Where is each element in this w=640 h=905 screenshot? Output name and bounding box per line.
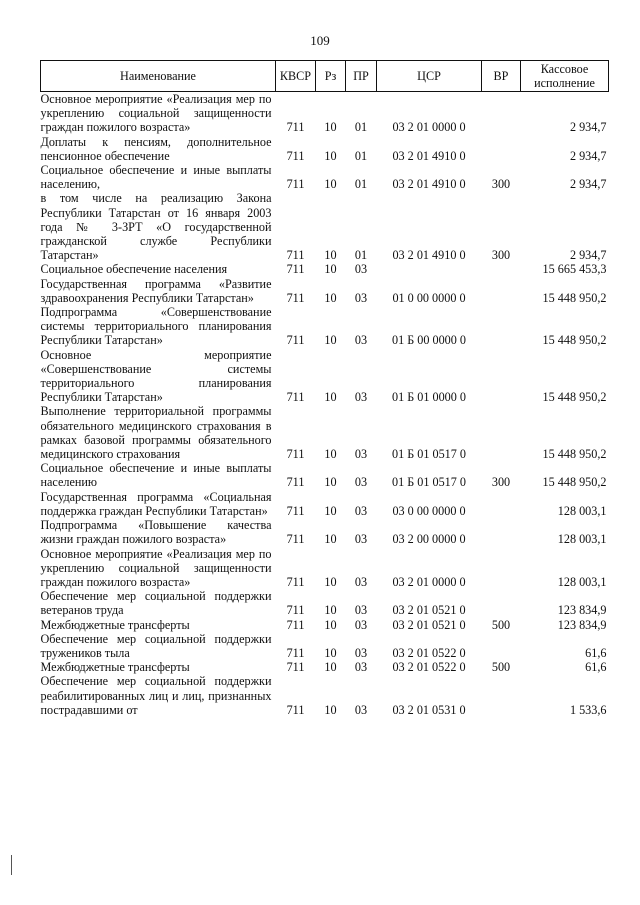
row-rz: 10 [324,120,337,135]
row-csr: 01 Б 01 0517 0 [391,447,467,462]
row-csr: 03 2 01 0531 0 [392,702,466,717]
table-row [41,277,609,305]
row-vr [482,674,521,717]
table-row [41,348,609,405]
table-row [41,92,609,135]
row-amount: 123 834,9 [557,603,607,618]
row-amount: 2 934,7 [569,177,607,192]
row-kvsr: 711 [286,120,305,135]
table-row [41,490,609,518]
row-amount: 128 003,1 [557,503,607,518]
row-rz: 10 [324,574,337,589]
row-kvsr: 711 [286,248,305,263]
row-pr: 01 [354,148,368,163]
row-rz: 10 [324,617,337,632]
row-pr: 01 [354,120,368,135]
row-vr [482,490,521,518]
row-pr: 01 [354,248,368,263]
row-csr: 03 2 00 0000 0 [392,532,466,547]
row-rz: 10 [324,333,337,348]
row-name: Выполнение территориальной программы обязательного медицинского страхования в рамках базовой программы обязательного медицинского страхования [40,404,272,462]
table-row [41,589,609,617]
row-name: Межбюджетные трансферты [40,617,190,632]
row-rz: 10 [324,645,337,660]
row-vr [482,348,521,405]
row-csr: 01 Б 01 0517 0 [391,475,467,490]
row-kvsr: 711 [286,617,305,632]
row-pr: 03 [354,532,368,547]
table-row [41,660,609,674]
table-row [41,618,609,632]
table-body [41,92,609,717]
row-vr [482,404,521,461]
row-vr [482,305,521,348]
header-vr: ВР [482,61,521,92]
header-name: Наименование [41,61,276,92]
row-amount: 128 003,1 [557,532,607,547]
table-row [41,674,609,717]
row-name: Социальное обеспечение и иные выплаты населению, [40,163,272,192]
row-pr: 03 [354,603,368,618]
row-vr [482,589,521,617]
row-csr: 03 2 01 0000 0 [392,574,466,589]
row-vr [482,632,521,660]
row-pr: 03 [354,645,368,660]
row-rz: 10 [324,390,337,405]
table-row [41,461,609,489]
row-name: Государственная программа «Социальная поддержка граждан Республики Татарстан» [40,489,272,518]
row-csr: 03 0 00 0000 0 [392,503,466,518]
header-amount: Кассовое исполнение [521,61,609,92]
row-amount: 2 934,7 [569,148,607,163]
row-kvsr: 711 [286,532,305,547]
row-pr: 03 [354,333,368,348]
row-kvsr: 711 [286,177,305,192]
row-vr: 300 [491,248,511,263]
row-vr [482,277,521,305]
row-kvsr: 711 [286,290,305,305]
row-kvsr: 711 [286,333,305,348]
row-name: Межбюджетные трансферты [40,660,190,675]
row-kvsr: 711 [286,574,305,589]
row-kvsr: 711 [286,603,305,618]
row-name: Социальное обеспечение и иные выплаты населению [40,461,272,490]
row-vr [482,262,521,276]
row-csr: 01 0 00 0000 0 [392,290,466,305]
row-csr: 03 2 01 4910 0 [392,177,466,192]
row-csr [377,262,482,276]
row-vr [482,135,521,163]
row-name: Основное мероприятие «Реализация мер по укреплению социальной защищенности граждан пожилого возраста» [40,92,272,135]
row-name: Обеспечение мер социальной поддержки тружеников тыла [40,631,272,660]
row-pr: 03 [354,702,368,717]
row-kvsr: 711 [286,645,305,660]
header-rz: Рз [316,61,346,92]
row-rz: 10 [324,702,337,717]
row-kvsr: 711 [286,503,305,518]
header-kvsr: КВСР [276,61,316,92]
row-csr: 03 2 01 0000 0 [392,120,466,135]
table-row [41,135,609,163]
row-kvsr: 711 [286,702,305,717]
row-kvsr: 711 [286,475,305,490]
row-amount: 15 448 950,2 [542,447,607,462]
scan-margin-mark [11,855,12,875]
row-amount: 2 934,7 [569,120,607,135]
row-rz: 10 [324,177,337,192]
budget-execution-table [40,60,609,717]
row-name: Обеспечение мер социальной поддержки ветеранов труда [40,589,272,618]
row-csr: 01 Б 00 0000 0 [391,333,467,348]
row-rz: 10 [324,248,337,263]
row-pr: 03 [354,660,368,675]
row-pr: 03 [354,574,368,589]
row-csr: 03 2 01 0522 0 [392,645,466,660]
row-kvsr: 711 [286,447,305,462]
table-header-row [41,61,609,92]
row-rz: 10 [324,503,337,518]
row-pr: 03 [354,262,368,277]
table-row [41,191,609,262]
row-vr [482,547,521,590]
header-csr: ЦСР [377,61,482,92]
row-amount: 15 448 950,2 [542,333,607,348]
row-csr: 03 2 01 0521 0 [392,603,466,618]
row-amount: 15 448 950,2 [542,390,607,405]
row-amount: 123 834,9 [557,617,607,632]
row-rz: 10 [324,148,337,163]
row-name: Социальное обеспечение населения [40,262,228,277]
row-amount: 1 533,6 [569,702,607,717]
table-row [41,518,609,546]
row-csr: 03 2 01 4910 0 [392,148,466,163]
row-name: Государственная программа «Развитие здравоохранения Республики Татарстан» [40,276,272,305]
row-amount: 61,6 [585,660,607,675]
row-name: Подпрограмма «Совершенствование системы территориального планирования Республики Татарстан» [40,305,272,348]
row-vr [482,518,521,546]
header-pr: ПР [346,61,377,92]
table-row [41,163,609,191]
row-name: в том числе на реализацию Закона Республики Татарстан от 16 января 2003 года № 3-ЗРТ «О государственной гражданской службе Республики Татарстан» [40,191,272,263]
row-vr: 500 [491,617,511,632]
row-pr: 01 [354,177,368,192]
page-number: 109 [310,33,330,48]
row-pr: 03 [354,290,368,305]
row-rz: 10 [324,603,337,618]
row-name: Основное мероприятие «Совершенствование системы территориального планирования Республики Татарстан» [40,347,272,405]
row-rz: 10 [324,447,337,462]
row-vr: 500 [491,660,511,675]
row-vr: 300 [491,475,511,490]
row-amount: 128 003,1 [557,574,607,589]
row-csr: 01 Б 01 0000 0 [391,390,467,405]
table-row [41,262,609,276]
row-amount: 61,6 [585,645,607,660]
row-csr: 03 2 01 0522 0 [392,660,466,675]
row-kvsr: 711 [286,148,305,163]
row-name: Основное мероприятие «Реализация мер по укреплению социальной защищенности граждан пожилого возраста» [40,546,272,589]
row-csr: 03 2 01 0521 0 [392,617,466,632]
row-pr: 03 [354,447,368,462]
row-name: Доплаты к пенсиям, дополнительное пенсионное обеспечение [40,134,272,163]
row-pr: 03 [354,475,368,490]
row-pr: 03 [354,617,368,632]
row-rz: 10 [324,660,337,675]
row-name: Подпрограмма «Повышение качества жизни граждан пожилого возраста» [40,518,272,547]
row-amount: 15 448 950,2 [542,475,607,490]
row-vr: 300 [491,177,511,192]
row-kvsr: 711 [286,390,305,405]
table-row [41,305,609,348]
row-amount: 2 934,7 [569,248,607,263]
row-pr: 03 [354,390,368,405]
row-amount: 15 665 453,3 [542,262,607,277]
table-row [41,404,609,461]
row-csr: 03 2 01 4910 0 [392,248,466,263]
row-rz: 10 [324,475,337,490]
row-amount: 15 448 950,2 [542,290,607,305]
row-kvsr: 711 [286,660,305,675]
row-name: Обеспечение мер социальной поддержки реабилитированных лиц и лиц, признанных пострадавшими от [40,674,272,717]
row-rz: 10 [324,290,337,305]
row-rz: 10 [324,262,337,277]
table-row [41,632,609,660]
row-kvsr: 711 [286,262,305,277]
table-row [41,547,609,590]
row-rz: 10 [324,532,337,547]
row-pr: 03 [354,503,368,518]
row-vr [482,92,521,135]
